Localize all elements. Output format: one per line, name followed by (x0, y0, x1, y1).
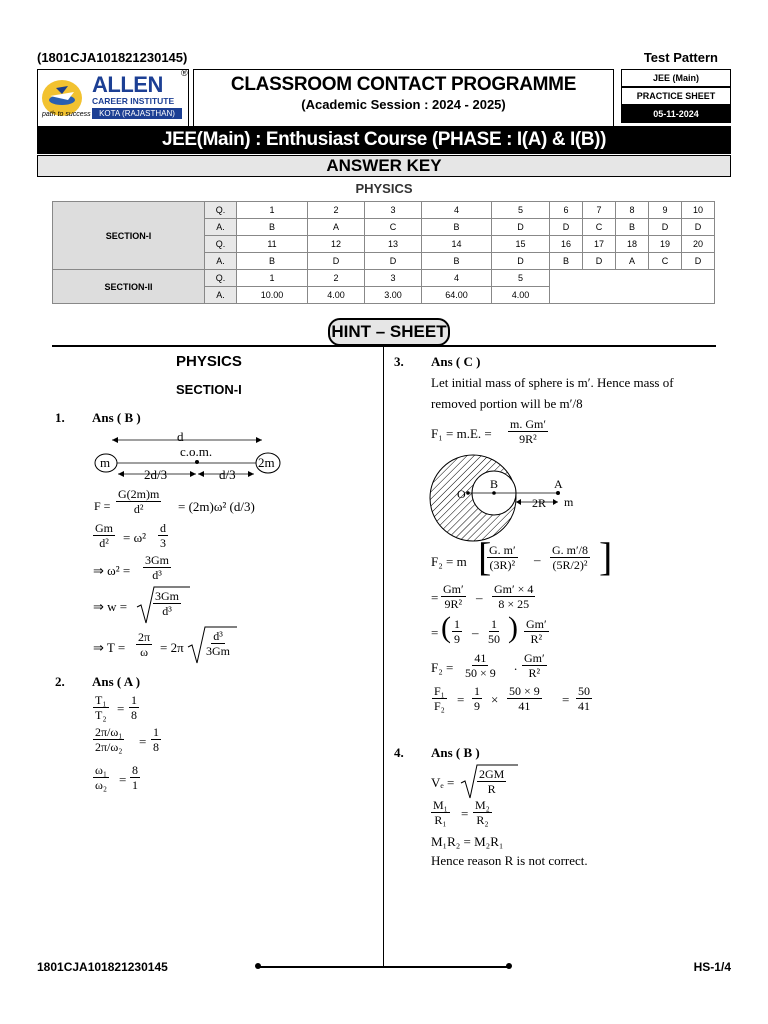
answer-cell: 16 (550, 236, 583, 253)
answer-cell: 10.00 (237, 287, 308, 304)
q3-f2-frac1 (487, 543, 518, 572)
q4-m-n2: M₂ (475, 798, 490, 812)
q2-c-rden: 1 (132, 778, 138, 792)
q4-ve-fraction (477, 767, 506, 796)
q4-m-d2: R₂ (476, 813, 489, 827)
q3-f2-bracket-left-icon: [ (478, 534, 492, 579)
q3-j-d3: 41 (518, 699, 531, 713)
answer-cell: 6 (550, 202, 583, 219)
meta-sheet-type: PRACTICE SHEET (621, 87, 731, 105)
answer-cell: 12 (308, 236, 365, 253)
answer-cell: 4.00 (492, 287, 550, 304)
q1-e5-d2: 3Gm (206, 644, 230, 658)
q1-e5-num: 2π (138, 630, 151, 644)
q3-j-n1: F₁ (434, 684, 445, 698)
answer-cell: B (237, 219, 308, 236)
answer-table-row (53, 202, 715, 219)
q2-b-den: 2π/ω₂ (95, 740, 123, 754)
q3-i-frac2 (522, 651, 547, 680)
answer-cell: D (682, 219, 715, 236)
answer-cell: 3.00 (365, 287, 422, 304)
q3-f2-frac2 (550, 543, 590, 572)
q1-e2-num: Gm (95, 521, 113, 535)
q3-number: 3. (394, 354, 404, 369)
answer-cell: 14 (422, 236, 492, 253)
q3-g-eq: = (431, 590, 439, 605)
q1-e5-den: ω (140, 645, 148, 659)
answer-cell: 13 (365, 236, 422, 253)
q3-h-d1: 9 (454, 632, 460, 646)
answer-cell: 5 (492, 202, 550, 219)
q1-F-den: d² (133, 502, 144, 516)
q3-f1-den: 9R² (519, 432, 537, 446)
answer-cell: C (583, 219, 616, 236)
answer-cell: D (682, 253, 715, 270)
q1-left-label: 2d/3 (144, 467, 168, 482)
q2-answer: Ans ( A ) (92, 674, 141, 689)
q3-i-d2: R² (528, 666, 541, 680)
footer-dot-right (506, 963, 512, 969)
answer-cell: D (492, 219, 550, 236)
answer-cell: A (616, 253, 649, 270)
q3-i-n2: Gm′ (524, 651, 545, 665)
q2-b-rnum: 1 (153, 725, 159, 739)
q1-e2-mid: = ω² (123, 530, 147, 545)
q4-m-eq: = (461, 806, 469, 821)
q2-b-rden: 8 (153, 740, 159, 754)
answer-cell: D (308, 253, 365, 270)
q2-c-den: ω₂ (95, 778, 108, 792)
answer-cell: B (237, 253, 308, 270)
answer-cell: B (616, 219, 649, 236)
q1-2m-label: 2m (258, 455, 275, 470)
q3-text-line2: removed portion will be m′/8 (431, 396, 583, 411)
q3-B-label: B (490, 477, 499, 491)
q2-a-den: T₂ (95, 708, 107, 722)
answer-cell: 18 (616, 236, 649, 253)
answer-cell: D (492, 253, 550, 270)
logo-tagline: path to success (42, 111, 91, 118)
answer-cell: B (422, 253, 492, 270)
q3-j-frac2 (472, 684, 482, 713)
q1-e3-num: 3Gm (145, 553, 169, 567)
q3-j-times: × (491, 692, 499, 707)
answer-cell: 4 (422, 202, 492, 219)
answer-cell: 7 (583, 202, 616, 219)
q3-h-frac2 (486, 617, 502, 646)
q3-g-d1: 9R² (444, 597, 463, 611)
section-label: SECTION-I (53, 202, 205, 270)
q3-h-n2: 1 (491, 617, 497, 631)
q1-e2-fraction (93, 521, 115, 550)
answer-cell: D (649, 219, 682, 236)
section-label: SECTION-II (53, 270, 205, 304)
q3-i-frac1 (463, 651, 498, 680)
q4-ve-num: 2GM (479, 767, 505, 781)
q2-c-rnum: 8 (132, 763, 138, 777)
answer-cell: 4 (422, 270, 492, 287)
q2-a-fraction (93, 693, 109, 722)
row-label: Q. (205, 202, 237, 219)
answer-cell: 1 (237, 202, 308, 219)
q3-f2-minus: – (534, 552, 541, 567)
q2-c-eq: = (119, 772, 127, 787)
meta-exam: JEE (Main) (621, 69, 731, 87)
q2-a-rnum: 1 (131, 693, 137, 707)
q1-e5-lhs: ⇒ T = (93, 640, 126, 655)
row-label: Q. (205, 270, 237, 287)
q3-g-frac2 (492, 582, 535, 611)
q3-i-d1: 50 × 9 (465, 666, 496, 680)
q3-f1-lhs: F₁ = m.E. = (431, 426, 492, 441)
answer-cell: C (649, 253, 682, 270)
q3-j-eq1: = (457, 692, 465, 707)
q2-a-num: T₁ (95, 693, 107, 707)
test-pattern-label: Test Pattern (643, 50, 718, 65)
q3-i-n1: 41 (474, 651, 487, 665)
programme-box (193, 69, 614, 127)
course-title: JEE(Main) : Enthusiast Course (PHASE : I(A) & I(B)) (37, 126, 731, 154)
q3-i-lhs: F₂ = (431, 660, 454, 675)
row-label: Q. (205, 236, 237, 253)
q3-text-line1: Let initial mass of sphere is m′. Hence mass of (431, 375, 674, 390)
q2-b-fraction (93, 725, 124, 754)
q3-j-d2: 9 (474, 699, 480, 713)
q4-line3: M₁R₂ = M₂R₁ (431, 834, 504, 849)
row-label: A. (205, 287, 237, 304)
q3-answer: Ans ( C ) (431, 354, 481, 369)
row-label: A. (205, 219, 237, 236)
answer-cell: 4.00 (308, 287, 365, 304)
q3-g-n2: Gm′ × 4 (494, 582, 534, 596)
q1-e4-den: d³ (162, 604, 172, 618)
q1-e2-frac2 (158, 521, 168, 550)
meta-box (621, 69, 731, 125)
q3-2R-label: 2R (532, 496, 547, 510)
q3-h-d2: 50 (488, 632, 500, 646)
q3-h-n1: 1 (454, 617, 460, 631)
q3-f1-fraction (508, 417, 548, 446)
q2-a-rden: 8 (131, 708, 137, 722)
answer-cell: 1 (237, 270, 308, 287)
footer-code: 1801CJA101821230145 (37, 960, 168, 974)
q3-g-d2: 8 × 25 (498, 597, 530, 611)
q2-a-eq: = (117, 701, 125, 716)
q3-j-n3: 50 × 9 (509, 684, 540, 698)
answer-cell: D (583, 253, 616, 270)
subject-heading: PHYSICS (355, 181, 413, 196)
logo-subtitle: CAREER INSTITUTE (92, 96, 175, 106)
logo-registered-mark: ® (181, 68, 188, 78)
hint-sheet-badge: HINT – SHEET (328, 318, 450, 346)
answer-cell: 17 (583, 236, 616, 253)
answer-cell: D (365, 253, 422, 270)
q1-answer: Ans ( B ) (92, 410, 141, 425)
q2-c-rhs (130, 763, 140, 792)
q3-O-label: O (457, 487, 466, 501)
q1-e4-lhs: ⇒ w = (93, 599, 128, 614)
q4-m-frac2 (473, 798, 492, 827)
answer-cell: 3 (365, 270, 422, 287)
meta-date: 05-11-2024 (621, 105, 731, 123)
q3-h-paren-left-icon: ( (441, 611, 451, 644)
q1-e5-mid: = 2π (160, 640, 184, 655)
footer-dot-left (255, 963, 261, 969)
answer-cell: 11 (237, 236, 308, 253)
q3-j-n2: 1 (474, 684, 480, 698)
answer-cell: 8 (616, 202, 649, 219)
q3-h-n3: Gm′ (526, 617, 547, 631)
q1-e2-d2: 3 (160, 536, 166, 550)
answer-cell: B (550, 253, 583, 270)
q3-j-eq2: = (562, 692, 570, 707)
page-number: HS-1/4 (693, 960, 731, 974)
q4-ve-den: R (487, 782, 496, 796)
logo-brand: ALLEN (92, 72, 163, 97)
q1-com-label: c.o.m. (180, 444, 213, 459)
q3-f2-d1: (3R)² (489, 558, 516, 572)
q4-line4: Hence reason R is not correct. (431, 853, 588, 868)
academic-session: (Academic Session : 2024 - 2025) (301, 97, 506, 112)
q3-f2-n2: G. m′/8 (552, 543, 588, 557)
q1-F-num: G(2m)m (118, 487, 160, 501)
q1-e5-fraction (136, 630, 152, 659)
q3-g-minus: – (476, 590, 483, 605)
q4-ve-lhs: Vₑ = (431, 775, 455, 790)
column-divider (383, 347, 384, 967)
q3-h-minus: – (472, 625, 479, 640)
allen-logo (37, 69, 189, 127)
q3-h-paren-right-icon: ) (508, 611, 518, 644)
q3-f2-lhs: F₂ = m (431, 554, 467, 569)
q4-m-frac1 (431, 798, 450, 827)
q1-e4-fraction (153, 589, 181, 618)
q1-e2-n2: d (160, 521, 166, 535)
q3-h-eq: = (431, 625, 439, 640)
hint-section: SECTION-I (176, 382, 242, 397)
answer-cell: 15 (492, 236, 550, 253)
hint-subject: PHYSICS (176, 353, 242, 370)
programme-title: CLASSROOM CONTACT PROGRAMME (230, 74, 577, 95)
q3-j-n4: 50 (578, 684, 590, 698)
logo-location: KOTA (RAJASTHAN) (92, 108, 182, 119)
answer-cell: 10 (682, 202, 715, 219)
q1-m-label: m (100, 455, 111, 470)
q1-right-label: d/3 (219, 467, 236, 482)
q2-c-fraction (93, 763, 109, 792)
q3-g-n1: Gm′ (443, 582, 464, 596)
answer-cell: 64.00 (422, 287, 492, 304)
q2-b-num: 2π/ω₁ (95, 725, 123, 739)
q4-m-n1: M₁ (433, 798, 448, 812)
q3-A-label: A (554, 477, 563, 491)
q3-j-frac1 (432, 684, 447, 713)
q3-h-frac1 (452, 617, 462, 646)
q2-a-rhs (129, 693, 139, 722)
answer-cell: 19 (649, 236, 682, 253)
q1-diagram (92, 428, 292, 484)
q1-e5-n2: d³ (213, 629, 223, 643)
q3-g-frac1 (441, 582, 466, 611)
answer-cell: C (365, 219, 422, 236)
answer-cell: 20 (682, 236, 715, 253)
q1-e3-lhs: ⇒ ω² = (93, 563, 131, 578)
answer-cell: 5 (492, 270, 550, 287)
q2-b-eq: = (139, 734, 147, 749)
q3-f2-bracket-right-icon: ] (599, 534, 613, 579)
answer-cell: 3 (365, 202, 422, 219)
row-label: A. (205, 253, 237, 270)
q4-answer: Ans ( B ) (431, 745, 480, 760)
document-code: (1801CJA101821230145) (37, 50, 188, 65)
answer-cell: A (308, 219, 365, 236)
q3-h-d3: R² (530, 632, 543, 646)
q1-e2-den: d² (99, 536, 109, 550)
q1-F-rhs: = (2m)ω² (d/3) (178, 499, 255, 514)
answer-cell: D (550, 219, 583, 236)
point-A-dot (556, 491, 560, 495)
q1-e5-frac2 (204, 629, 232, 658)
q1-e4-num: 3Gm (155, 589, 179, 603)
answer-table-row (53, 270, 715, 287)
empty-cell (550, 270, 715, 304)
answer-cell: 9 (649, 202, 682, 219)
q3-f2-n1: G. m′ (489, 543, 516, 557)
q3-f2-d2: (5R/2)² (552, 558, 588, 572)
q1-number: 1. (55, 410, 65, 425)
answer-cell: 2 (308, 202, 365, 219)
q3-sphere-diagram (428, 452, 588, 546)
q3-h-frac3 (524, 617, 549, 646)
q3-j-frac4 (576, 684, 592, 713)
q2-c-num: ω₁ (95, 763, 108, 777)
answer-key-title: ANSWER KEY (37, 155, 731, 177)
q2-number: 2. (55, 674, 65, 689)
q1-d-label: d (177, 429, 184, 444)
q4-number: 4. (394, 745, 404, 760)
q3-m-label: m (564, 495, 574, 509)
footer-rule (258, 966, 510, 968)
q1-e3-fraction (143, 553, 171, 582)
q3-j-frac3 (507, 684, 542, 713)
q1-e3-den: d³ (152, 568, 162, 582)
q2-b-rhs (151, 725, 161, 754)
q1-F-fraction (116, 487, 161, 516)
q3-j-d4: 41 (578, 699, 590, 713)
q3-f1-num: m. Gm′ (510, 417, 546, 431)
answer-cell: 2 (308, 270, 365, 287)
q3-j-d1: F₂ (434, 699, 445, 713)
q1-F-lhs: F = (94, 499, 111, 513)
q4-m-d1: R₁ (434, 813, 447, 827)
q3-i-dot: . (514, 658, 518, 673)
answer-key-table (52, 201, 715, 304)
answer-cell: B (422, 219, 492, 236)
